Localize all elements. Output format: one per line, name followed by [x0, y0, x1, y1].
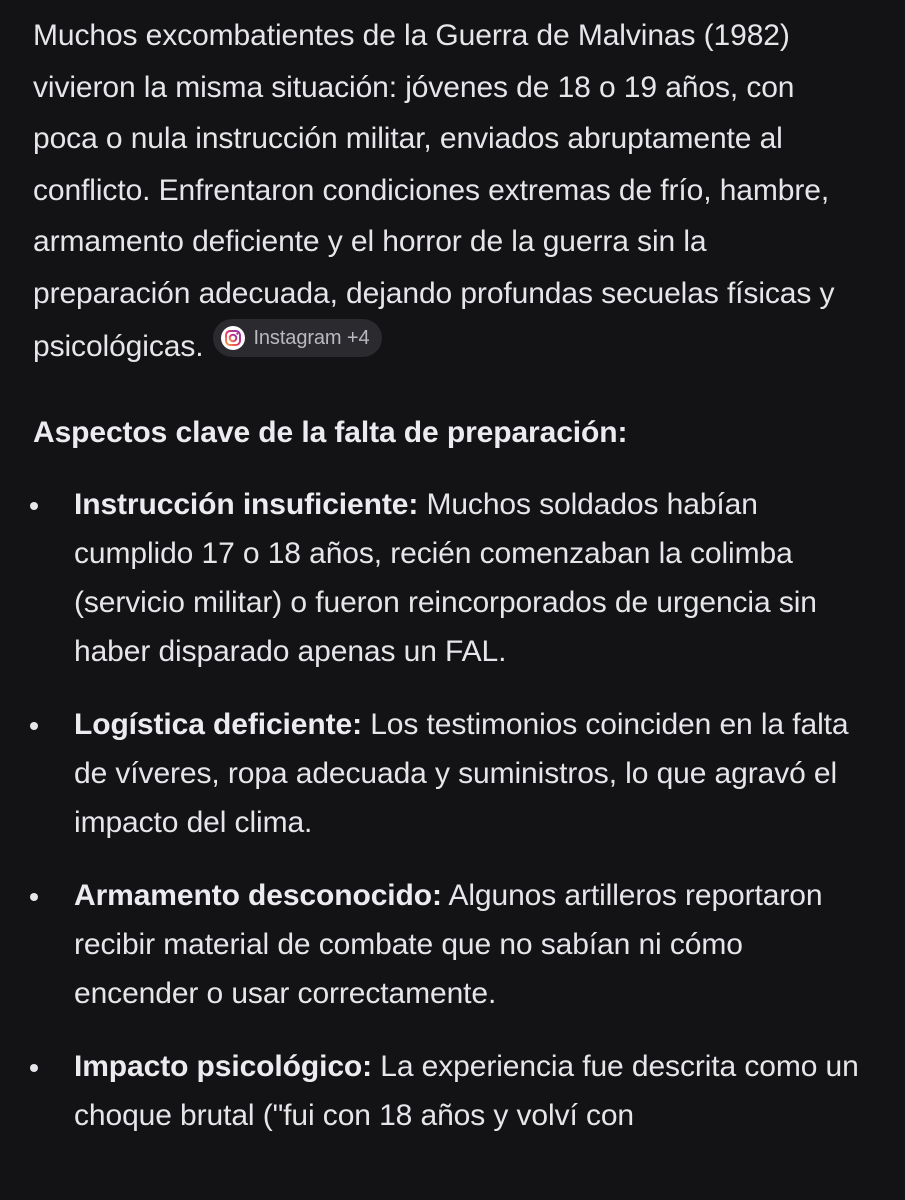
instagram-icon [221, 326, 245, 350]
list-item-text: Muchos soldados habían cumplido 17 o 18 años, recién comenzaban la colimba (servicio militar) o fueron reincorporados de urgencia sin haber disparado apenas un FAL. [74, 487, 817, 668]
bullet-dot-icon [30, 502, 38, 510]
source-chip-instagram[interactable] [213, 319, 381, 357]
intro-text: Muchos excombatientes de la Guerra de Malvinas (1982) vivieron la misma situación: jóvenes de 18 o 19 años, con poca o nula instrucción militar, enviados abruptamente al conflicto. Enfrentaron condiciones extremas de frío, hambre, armamento deficiente y el horror de la guerra sin la preparación adecuada, dejando profundas secuelas físicas y psicológicas. [33, 19, 835, 363]
section-heading: Aspectos clave de la falta de preparación: [33, 415, 628, 449]
list-item-logistica [33, 700, 863, 847]
bullet-dot-icon [30, 722, 38, 730]
response-content [33, 10, 863, 1164]
list-item-title: Armamento desconocido: [74, 878, 442, 912]
list-item-text: Algunos artilleros reportaron recibir material de combate que no sabían ni cómo encender o usar correctamente. [74, 878, 823, 1010]
list-item-impacto [33, 1042, 863, 1140]
list-item-title: Instrucción insuficiente: [74, 487, 419, 521]
list-item-armamento [33, 871, 863, 1018]
key-aspects-list [33, 480, 863, 1140]
bullet-dot-icon [30, 1064, 38, 1072]
list-item-text: La experiencia fue descrita como un choque brutal ("fui con 18 años y volví con [74, 1049, 859, 1132]
intro-paragraph [33, 10, 863, 373]
list-item-text: Los testimonios coinciden en la falta de víveres, ropa adecuada y suministros, lo que agravó el impacto del clima. [74, 707, 849, 839]
list-item-title: Impacto psicológico: [74, 1049, 373, 1083]
list-item-instruccion [33, 480, 863, 676]
list-item-title: Logística deficiente: [74, 707, 362, 741]
source-chip-label: Instagram +4 [253, 327, 370, 349]
bullet-dot-icon [30, 893, 38, 901]
